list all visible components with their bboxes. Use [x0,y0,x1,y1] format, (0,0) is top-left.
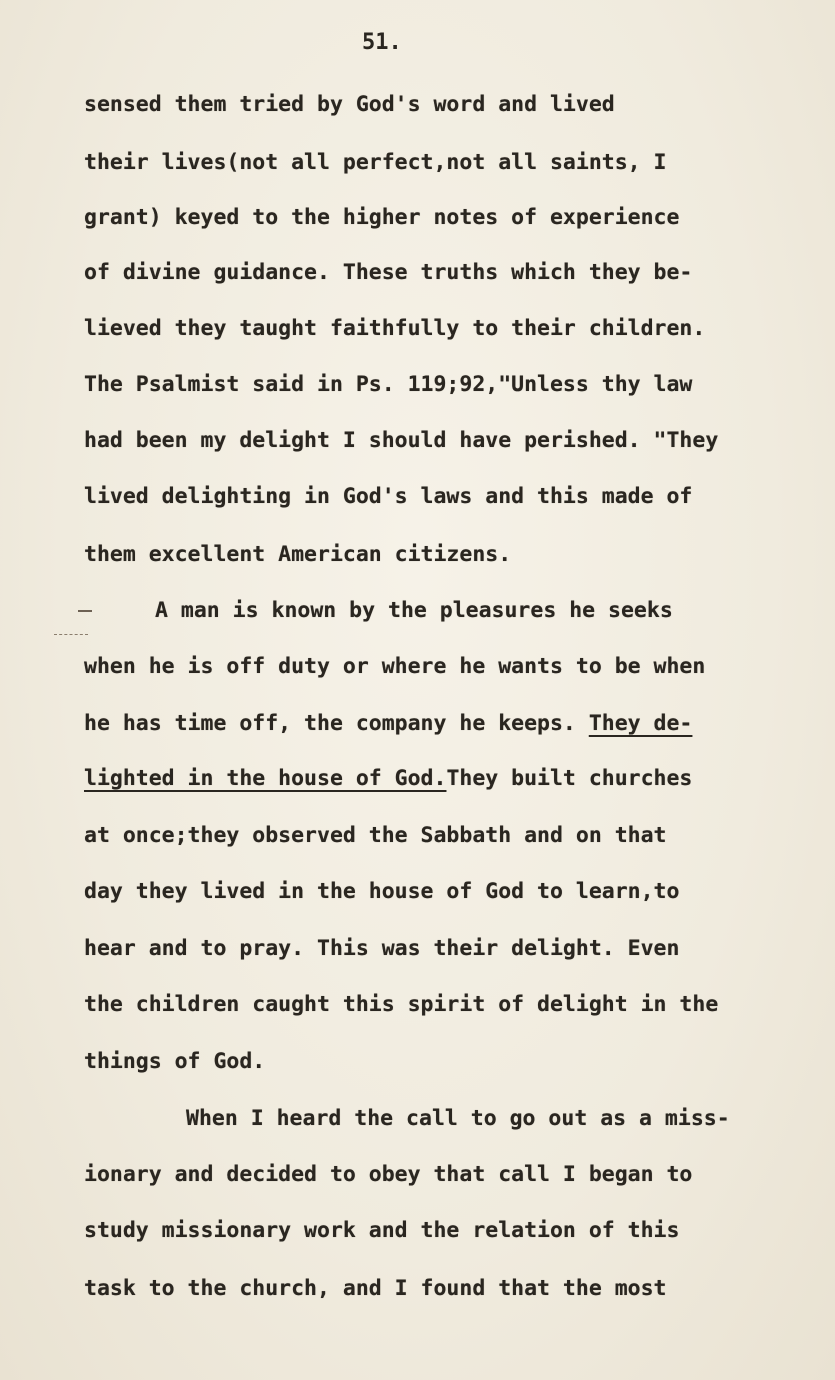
text-line-9: them excellent American citizens. [84,542,512,567]
underlined-phrase: They de- [588,711,693,736]
text-line-14: at once;they observed the Sabbath and on that [84,823,667,848]
text-line-5: lieved they taught faithfully to their children. [84,316,706,341]
text-line-11: when he is off duty or where he wants to be when [84,654,706,679]
text-line-1: sensed them tried by God's word and lived [84,92,615,117]
text-line-4: of divine guidance. These truths which they be- [84,260,693,285]
text-line-7: had been my delight I should have perished. "They [84,428,719,453]
page-number: 51. [362,30,402,55]
text-line-18: things of God. [84,1049,266,1074]
underlined-phrase: lighted in the house of God. [84,766,447,791]
text-line-19: When I heard the call to go out as a miss- [186,1106,730,1131]
text-line-3: grant) keyed to the higher notes of experience [84,205,680,230]
text-line-22: task to the church, and I found that the most [84,1276,667,1301]
pencil-dotted-line [54,634,88,636]
text-line-10: A man is known by the pleasures he seeks [155,598,673,623]
margin-pencil-mark [50,606,80,636]
text-line-12: he has time off, the company he keeps. They de- [84,711,693,736]
text-line-6: The Psalmist said in Ps. 119;92,"Unless thy law [84,372,693,397]
text-line-21: study missionary work and the relation of this [84,1218,680,1243]
text-line-8: lived delighting in God's laws and this made of [84,484,693,509]
text-line-20: ionary and decided to obey that call I began to [84,1162,693,1187]
text-line-15: day they lived in the house of God to learn,to [84,879,680,904]
text-line-2: their lives(not all perfect,not all saints, I [84,150,667,175]
text-line-13: lighted in the house of God.They built churches [84,766,693,791]
text-line-17: the children caught this spirit of delight in the [84,992,719,1017]
text-line-16: hear and to pray. This was their delight. Even [84,936,680,961]
pencil-dash [78,610,92,612]
